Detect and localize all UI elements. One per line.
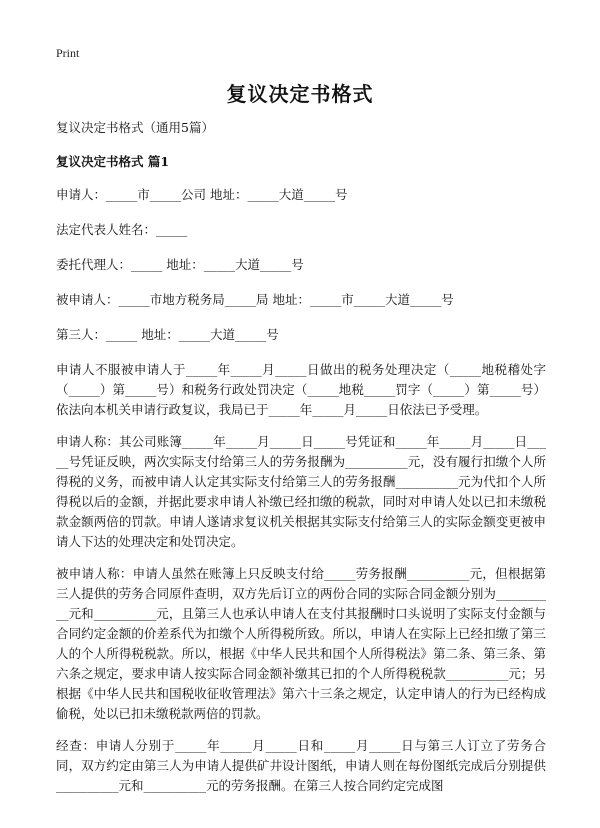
third-party-field: 第三人：_____ 地址：_____大道_____号 xyxy=(56,327,279,342)
paragraph-respondent-claim: 被申请人称：申请人虽然在账簿上只反映支付给_____劳务报酬__________元，但根据第三人提供的劳务合同原件查明，双方先后订立的两份合同的实际合同金额分别为__________元和__________元，且第三人也承认申请人在支付其报酬时口头说明了实际支付金额与合同约定金额的价差系代为扣缴个人所得税所致。所以，申请人在实际上已经扣缴了第三人的个人所得税税款。所以，根据《中华人民共和国个人所得税法》第二条、第三条、第六条之规定，要求申请人按实际合同金额补缴其已扣的个人所得税税款__________元；另根据《中华人民共和国税收征收管理法》第六十三条之规定，认定申请人的行为已经构成偷税，处以已扣未缴税款两倍的罚款。 xyxy=(56,566,546,721)
document-title: 复议决定书格式 xyxy=(226,82,374,106)
paragraph-applicant-claim: 申请人称：其公司账簿_____年_____月_____日_____号凭证和_____年_____月_____日_____号凭证反映，两次实际支付给第三人的劳务报酬为__________元，没有履行扣缴个人所得税的义务，而被申请人认定其实际支付给第三人的劳务报酬__________元为代扣个人所得税以后的金额，并据此要求申请人补缴已经扣缴的税款，同时对申请人处以已扣未缴税款金额两倍的罚款。申请人遂请求复议机关根据其实际支付给第三人的实际金额变更被申请人下达的处理决定和处罚决定。 xyxy=(56,434,546,549)
document-body xyxy=(56,118,546,808)
document-subtitle: 复议决定书格式（通用5篇） xyxy=(56,120,214,135)
agent-field: 委托代理人：_____ 地址：_____大道_____号 xyxy=(56,257,304,272)
paragraph-application: 申请人不服被申请人于_____年_____月_____日做出的税务处理决定（_____地税稽处字（_____）第_____号）和税务行政处罚决定（_____地税_____罚字（_____）第_____号）依法向本机关申请行政复议，我局已于_____年_____月_____日依法已予受理。 xyxy=(56,362,546,417)
applicant-field: 申请人：_____市_____公司 地址：_____大道_____号 xyxy=(56,187,348,202)
respondent-field: 被申请人：_____市地方税务局_____局 地址：_____市_____大道_____号 xyxy=(56,292,454,307)
print-label[interactable]: Print xyxy=(56,46,80,60)
paragraph-findings: 经查：申请人分别于_____年_____月_____日和_____月_____日与第三人订立了劳务合同，双方约定由第三人为申请人提供矿井设计图纸，申请人则在每份图纸完成后分别提供__________元和__________元的劳务报酬。在第三人按合同约定完成图 xyxy=(56,738,546,793)
legal-representative-field: 法定代表人姓名：_____ xyxy=(56,222,188,237)
section-heading: 复议决定书格式 篇1 xyxy=(56,154,170,169)
